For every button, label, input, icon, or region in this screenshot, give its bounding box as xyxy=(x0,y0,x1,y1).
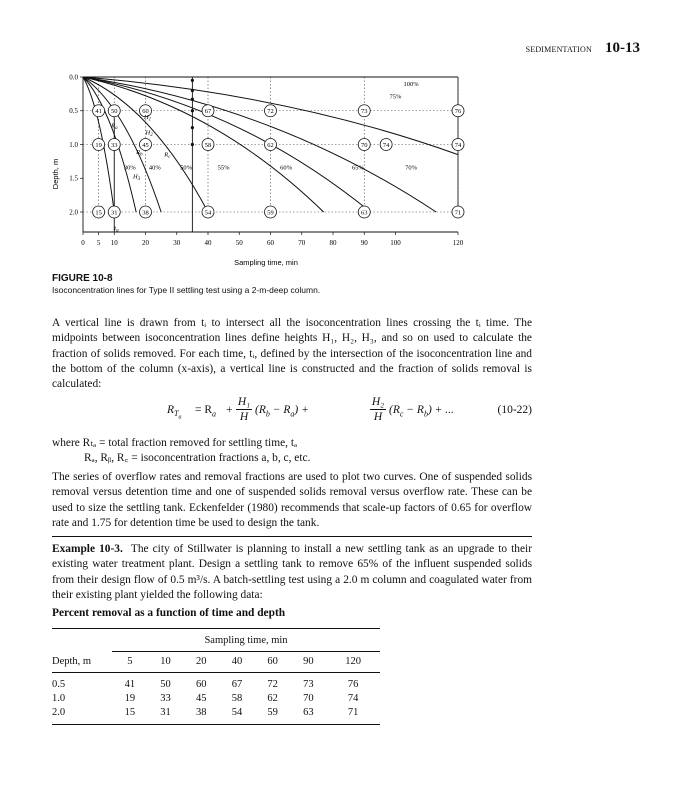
table-cell: 33 xyxy=(160,693,171,704)
eq-mid1-c: ) + xyxy=(294,404,309,416)
table-cell: 63 xyxy=(303,707,314,718)
eq-lhs-symbol: R xyxy=(167,404,175,416)
value-label: 74 xyxy=(454,141,462,149)
x-tick-label: 10 xyxy=(110,239,118,247)
y-tick-label: 1.0 xyxy=(69,140,78,149)
table-cell: 50 xyxy=(160,679,171,690)
table-title: Percent removal as a function of time and depth xyxy=(52,607,286,619)
table-header-cell: 90 xyxy=(303,656,314,668)
value-label: 63 xyxy=(361,209,368,217)
section-name: SEDIMENTATION xyxy=(525,45,592,54)
table-cell: 72 xyxy=(267,679,278,690)
eq-mid2-c: ) + ... xyxy=(427,404,454,416)
x-tick-label: 90 xyxy=(360,239,368,247)
table-header-cell: 10 xyxy=(160,656,171,668)
annotation-subscript: 3 xyxy=(137,176,141,182)
eq-frac1-num: H₁ xyxy=(237,396,251,408)
eq-frac2-num: H₂ xyxy=(371,396,385,408)
example-paragraph xyxy=(52,542,532,603)
isoline-label: 50% xyxy=(180,164,193,172)
isoline-label: 75% xyxy=(389,93,402,101)
page-number: 10-13 xyxy=(605,40,640,56)
x-tick-label: 20 xyxy=(142,239,149,247)
eq-mid2-b: − R xyxy=(403,404,424,416)
table-cell: 74 xyxy=(347,693,359,704)
eq-ra: = R xyxy=(195,404,213,416)
table-cell: 58 xyxy=(231,693,243,704)
table-cell: 38 xyxy=(196,707,207,718)
y-axis-label: Depth, m xyxy=(51,158,60,190)
annotation-subscript: a xyxy=(115,126,118,132)
table-header-cell: 40 xyxy=(231,656,243,668)
table-cell: 41 xyxy=(124,679,136,690)
annotation-label: $H_2$ xyxy=(145,129,153,138)
isoline-label: 30% xyxy=(123,164,136,172)
paragraph-1: A vertical line is drawn from tᵢ to intersect all the isoconcentration lines crossing the tᵢ time. The midpoints between isoconcentration lines define heights H₁, H₂, H₃, and so on used to calculate the fraction of solids removed. For each time, tᵢ, defined by the intersection of the isoconcentration line and the bottom of the column (x-axis), a vertical line is constructed and the fraction of solids removal is calculated: xyxy=(52,317,532,391)
isoline-label: 60% xyxy=(280,164,293,172)
table-corner xyxy=(52,629,112,652)
eq-term-ra xyxy=(195,404,216,418)
table-cell: 2.0 xyxy=(52,707,66,718)
eq-term-1 xyxy=(255,404,309,418)
table-cell: 59 xyxy=(267,707,278,718)
annotation-subscript: b xyxy=(140,152,143,158)
annotation-label: $H_1$ xyxy=(143,113,152,123)
isoline-label: 70% xyxy=(405,164,418,172)
value-label: 62 xyxy=(267,141,274,149)
value-label: 19 xyxy=(95,141,102,149)
table-row xyxy=(52,672,380,692)
value-label: 76 xyxy=(454,108,462,116)
table-cell: 71 xyxy=(347,707,359,718)
annotation-subscript: a xyxy=(116,228,119,234)
table-header-cell: 20 xyxy=(196,656,207,668)
value-label: 15 xyxy=(95,209,102,217)
annotation-label: $R_c$ xyxy=(164,151,171,161)
table-cell: 15 xyxy=(124,707,136,718)
value-label: 71 xyxy=(454,209,462,217)
isoline-label: 65% xyxy=(352,164,364,172)
table-row xyxy=(52,692,380,706)
x-tick-label: 100 xyxy=(390,239,401,247)
y-tick-label: 0.0 xyxy=(69,73,78,82)
eq-lhs xyxy=(167,404,181,421)
value-label: 67 xyxy=(204,108,212,116)
construction-point xyxy=(191,79,194,82)
table-cell: 70 xyxy=(303,693,314,704)
x-tick-label: 40 xyxy=(204,239,212,247)
construction-point xyxy=(191,143,194,146)
table-cell: 73 xyxy=(303,679,314,690)
y-tick-label: 2.0 xyxy=(69,208,78,217)
eq-mid2-sub-c: c xyxy=(399,409,404,419)
chart-ticks xyxy=(69,73,464,247)
value-label: 58 xyxy=(204,141,212,149)
value-label: 31 xyxy=(111,209,118,217)
table-cell: 19 xyxy=(124,693,136,704)
x-tick-label: 5 xyxy=(96,239,101,247)
eq-mid2-sub-b: b xyxy=(423,409,428,419)
value-label: 72 xyxy=(267,108,274,116)
annotation-label: $H_3$ xyxy=(133,173,141,182)
x-tick-label: 80 xyxy=(329,239,337,247)
table-cell: 60 xyxy=(196,679,207,690)
value-label: 70 xyxy=(361,141,368,149)
eq-mid1-b: − R xyxy=(269,404,291,416)
eq-lhs-sub: T xyxy=(174,409,179,419)
table-header-cell: 5 xyxy=(127,656,133,668)
eq-mid1-sub-a: a xyxy=(290,409,295,419)
eq-term-2 xyxy=(389,404,454,418)
example-label: Example 10-3. xyxy=(52,543,123,555)
isoline-label: 55% xyxy=(217,164,230,172)
figure-caption xyxy=(52,273,652,295)
table-header-cell: Depth, m xyxy=(52,656,92,667)
value-label: 38 xyxy=(142,209,149,217)
value-label: 54 xyxy=(204,209,212,217)
equation-10-22 xyxy=(52,396,532,430)
table-cell: 76 xyxy=(347,679,359,690)
eq-plus: + xyxy=(226,404,233,416)
table-cell: 67 xyxy=(231,679,243,690)
table-header-cell: 60 xyxy=(267,656,278,668)
table-group-header: Sampling time, min xyxy=(112,629,380,652)
figure-description: Isoconcentration lines for Type II settling test using a 2-m-deep column. xyxy=(52,285,321,295)
eq-mid2-a: (R xyxy=(389,404,400,416)
table-cell: 1.0 xyxy=(52,693,66,704)
x-tick-label: 30 xyxy=(173,239,181,247)
settling-chart xyxy=(40,62,480,272)
value-label: 41 xyxy=(95,108,102,116)
annotation-subscript: 1 xyxy=(148,117,152,123)
x-tick-label: 60 xyxy=(267,239,274,247)
paragraph-2: The series of overflow rates and removal fractions are used to plot two curves. One of suspended solids removal versus detention time and one of suspended solids removal versus overflow rate. These can be used to size the settling tank. Eckenfelder (1980) recommends that scale-up factors of 0.65 for overflow rate and 1.75 for detention time be used to design the tank. xyxy=(52,471,532,529)
table-cell: 0.5 xyxy=(52,679,66,690)
annotation-label: $R_b$ xyxy=(136,148,143,158)
table-cell: 62 xyxy=(267,693,278,704)
table-cell: 31 xyxy=(160,707,171,718)
value-label: 45 xyxy=(142,141,149,149)
y-tick-label: 1.5 xyxy=(69,174,78,183)
data-table xyxy=(52,628,380,725)
isoline-label: 100% xyxy=(403,80,419,88)
x-tick-label: 70 xyxy=(298,239,306,247)
construction-point xyxy=(191,126,194,129)
x-tick-label: 0 xyxy=(81,239,85,247)
annotation-label: $R_a$ xyxy=(111,122,118,132)
x-tick-label: 120 xyxy=(452,239,464,247)
eq-mid1-a: (R xyxy=(255,404,266,416)
value-label: 50 xyxy=(111,108,118,116)
construction-point xyxy=(191,109,194,112)
y-tick-label: 0.5 xyxy=(69,107,78,116)
where-line-1: where Rₜₐ = total fraction removed for settling time, tₐ xyxy=(52,437,298,449)
eq-mid1-sub-b: b xyxy=(265,409,270,419)
table-header-cell: 120 xyxy=(345,656,361,668)
annotation-subscript: c xyxy=(168,155,171,161)
running-head xyxy=(0,40,640,60)
where-line-2: Rₐ, Rᵦ, R꜀ = isoconcentration fractions a, b, c, etc. xyxy=(84,452,311,464)
annotation-subscript: 2 xyxy=(150,132,153,138)
example-rule xyxy=(52,536,532,537)
table-cell: 45 xyxy=(196,693,207,704)
isoline-label: 40% xyxy=(148,164,161,172)
equation-number: (10-22) xyxy=(497,404,532,416)
eq-lhs-subsub: a xyxy=(178,414,182,421)
value-label: 74 xyxy=(382,141,390,149)
figure-number: FIGURE 10-8 xyxy=(52,273,113,284)
x-tick-label: 50 xyxy=(235,239,243,247)
value-label: 73 xyxy=(361,108,368,116)
eq-ra-sub: a xyxy=(212,409,217,419)
example-text: The city of Stillwater is planning to install a new settling tank as an upgrade to their existing water treatment plant. Design a settling tank to remove 65% of the influent suspended solids from their design flow of 0.5 m³/s. A batch-settling test using a 2.0 m column and coagulated water from their existing plant yielded the following data: xyxy=(52,543,532,601)
eq-frac2-den: H xyxy=(373,411,383,423)
value-label: 60 xyxy=(142,108,149,116)
where-block xyxy=(52,436,532,466)
eq-frac1-den: H xyxy=(239,411,249,423)
table-cell: 54 xyxy=(231,707,243,718)
annotation-label: $t_a$ xyxy=(114,225,119,234)
x-axis-label: Sampling time, min xyxy=(234,258,298,267)
table-row xyxy=(52,706,380,725)
value-label: 59 xyxy=(267,209,274,217)
value-label: 33 xyxy=(111,141,118,149)
